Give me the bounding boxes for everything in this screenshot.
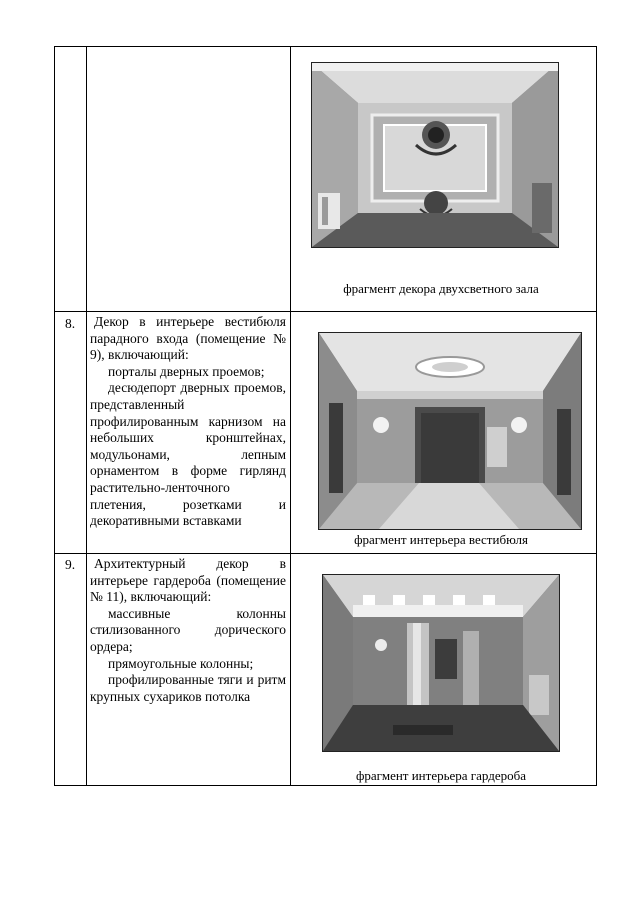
table-border-right	[596, 46, 597, 786]
description-item: порталы дверных проемов;	[108, 363, 265, 379]
photo-caption: фрагмент интерьера вестибюля	[354, 532, 528, 547]
description-item: профилированные тяги и ритм крупных сухариков потолка	[90, 672, 286, 704]
photo-double-height-hall	[311, 62, 559, 248]
description-item: прямоугольные колонны;	[108, 655, 254, 671]
photo-caption: фрагмент интерьера гардероба	[355, 768, 527, 783]
table-column-divider	[86, 46, 87, 786]
description-item: массивные колонны стилизованного дорического ордера;	[90, 605, 286, 654]
photo-cloakroom	[322, 574, 560, 752]
row-number: 8.	[64, 316, 76, 331]
row-number: 9.	[64, 557, 76, 572]
row-description	[90, 314, 286, 530]
description-item: десюдепорт дверных проемов, представленный профилированным карнизом на небольших кронштейнах, модульонами, лепным орнаментом в форме гирлянд растительно-ленточного плетения, розетками и декоративными вставками	[90, 380, 286, 529]
table-border-top	[54, 46, 597, 47]
table-column-divider	[290, 46, 291, 786]
table-row-divider	[54, 311, 597, 312]
photo-vestibule	[318, 332, 582, 530]
table-border-bottom	[54, 785, 597, 786]
hall-ceiling-image	[312, 63, 558, 247]
vestibule-image	[319, 333, 581, 529]
table-border-left	[54, 46, 55, 786]
row-description	[90, 556, 286, 705]
photo-caption: фрагмент декора двухсветного зала	[343, 281, 539, 296]
description-heading: Декор в интерьере вестибюля парадного входа (помещение № 9), включающий:	[90, 314, 286, 363]
description-heading: Архитектурный декор в интерьере гардероба (помещение № 11), включающий:	[90, 556, 286, 605]
table-row-divider	[54, 553, 597, 554]
cloakroom-image	[323, 575, 559, 751]
